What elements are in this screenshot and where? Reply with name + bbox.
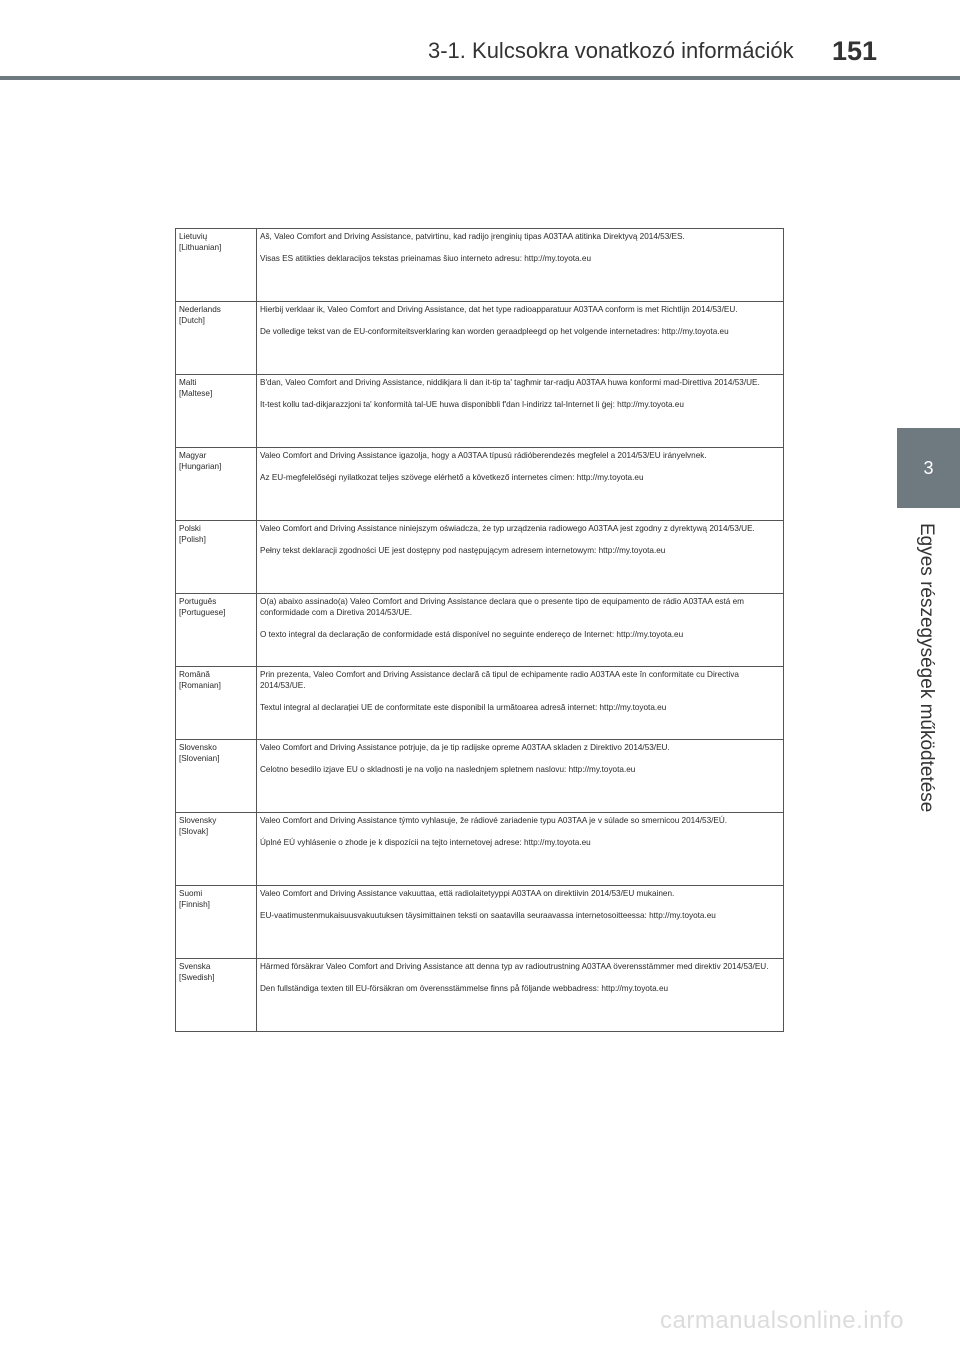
declaration-statement: Prin prezenta, Valeo Comfort and Driving Assistance declară că tipul de echipamente radio A03TAA este în conformitate cu Directiva 2014/53/UE. [260,670,739,690]
declaration-statement: Hierbij verklaar ik, Valeo Comfort and Driving Assistance, dat het type radioapparatuur A03TAA conform is met Richtlijn 2014/53/EU. [260,305,738,314]
table-row [176,448,784,521]
language-cell [176,375,257,448]
language-name: Nederlands [179,305,221,314]
declaration-url-text: It-test kollu tad-dikjarazzjoni ta' konformità tal-UE huwa disponibbli f'dan l-indirizz tal-Internet li ġej: http://my.toyota.eu [260,400,684,409]
declaration-cell [257,667,784,740]
language-english-name: [Slovak] [179,827,209,836]
declaration-url-text: Textul integral al declarației UE de conformitate este disponibil la următoarea adresă internet: http://my.toyota.eu [260,703,667,712]
chapter-tab [897,428,960,508]
declaration-cell [257,302,784,375]
declaration-statement: Valeo Comfort and Driving Assistance týmto vyhlasuje, že rádiové zariadenie typu A03TAA je v súlade so smernicou 2014/53/EÚ. [260,816,728,825]
language-name: Svenska [179,962,211,971]
page-number: 151 [832,36,878,66]
language-cell [176,302,257,375]
declaration-cell [257,740,784,813]
declaration-cell [257,448,784,521]
chapter-tab-number: 3 [923,457,934,478]
language-english-name: [Polish] [179,535,206,544]
declaration-statement: B'dan, Valeo Comfort and Driving Assistance, niddikjara li dan it-tip ta' tagħmir tar-radju A03TAA huwa konformi mad-Direttiva 2014/53/UE. [260,378,760,387]
language-cell [176,740,257,813]
table-row [176,959,784,1032]
language-cell [176,229,257,302]
table-row [176,740,784,813]
declaration-url-text: De volledige tekst van de EU-conformiteitsverklaring kan worden geraadpleegd op het volgende internetadres: http://my.toyota.eu [260,327,729,336]
language-english-name: [Lithuanian] [179,243,222,252]
table-row [176,229,784,302]
declaration-url-text: Celotno besedilo izjave EU o skladnosti je na voljo na naslednjem spletnem naslovu: http://my.toyota.eu [260,765,636,774]
declaration-cell [257,959,784,1032]
declaration-statement: Valeo Comfort and Driving Assistance niniejszym oświadcza, że typ urządzenia radiowego A03TAA jest zgodny z dyrektywą 2014/53/UE. [260,524,755,533]
declaration-url-text: Pełny tekst deklaracji zgodności UE jest dostępny pod następującym adresem internetowym: http://my.toyota.eu [260,546,666,555]
language-name: Malti [179,378,197,387]
language-name: Português [179,597,217,606]
language-cell [176,448,257,521]
language-english-name: [Romanian] [179,681,221,690]
declaration-table [175,228,784,1032]
declaration-url-text: EU-vaatimustenmukaisuusvakuutuksen täysimittainen teksti on saatavilla seuraavassa internetosoitteessa: http://my.toyota.eu [260,911,716,920]
table-row [176,302,784,375]
language-name: Slovensky [179,816,217,825]
language-english-name: [Maltese] [179,389,213,398]
language-english-name: [Slovenian] [179,754,220,763]
declaration-cell [257,375,784,448]
declaration-table-body [176,229,784,1032]
language-english-name: [Finnish] [179,900,210,909]
language-name: Polski [179,524,201,533]
table-row [176,667,784,740]
declaration-statement: O(a) abaixo assinado(a) Valeo Comfort and Driving Assistance declara que o presente tipo de equipamento de rádio A03TAA está em conformidade com a Diretiva 2014/53/UE. [260,597,744,617]
language-cell [176,667,257,740]
chapter-side-label: Egyes részegységek működtetése [916,523,937,813]
declaration-cell [257,594,784,667]
declaration-url-text: O texto integral da declaração de conformidade está disponível no seguinte endereço de Internet: http://my.toyota.eu [260,630,684,639]
language-name: Slovensko [179,743,217,752]
language-name: Română [179,670,210,679]
declaration-url-text: Den fullständiga texten till EU-försäkran om överensstämmelse finns på följande webbadress: http://my.toyota.eu [260,984,669,993]
language-cell [176,521,257,594]
declaration-statement: Aš, Valeo Comfort and Driving Assistance, patvirtinu, kad radijo įrenginių tipas A03TAA atitinka Direktyvą 2014/53/ES. [260,232,685,241]
declaration-cell [257,813,784,886]
language-name: Magyar [179,451,207,460]
header-divider [0,76,960,80]
language-english-name: [Swedish] [179,973,215,982]
table-row [176,886,784,959]
declaration-cell [257,229,784,302]
language-name: Suomi [179,889,203,898]
language-english-name: [Hungarian] [179,462,222,471]
declaration-cell [257,521,784,594]
language-cell [176,813,257,886]
language-name: Lietuvių [179,232,208,241]
declaration-statement: Valeo Comfort and Driving Assistance igazolja, hogy a A03TAA típusú rádióberendezés megfelel a 2014/53/EU irányelvnek. [260,451,707,460]
declaration-statement: Härmed försäkrar Valeo Comfort and Driving Assistance att denna typ av radioutrustning A03TAA överensstämmer med direktiv 2014/53/EU. [260,962,769,971]
language-cell [176,594,257,667]
table-row [176,594,784,667]
watermark: carmanualsonline.info [660,1307,904,1334]
declaration-url-text: Visas ES atitikties deklaracijos tekstas prieinamas šiuo interneto adresu: http://my.toyota.eu [260,254,591,263]
declaration-statement: Valeo Comfort and Driving Assistance vakuuttaa, että radiolaitetyyppi A03TAA on direktiivin 2014/53/EU mukainen. [260,889,675,898]
table-row [176,813,784,886]
page-header-title: 3-1. Kulcsokra vonatkozó információk [428,38,794,63]
declaration-statement: Valeo Comfort and Driving Assistance potrjuje, da je tip radijske opreme A03TAA skladen z Direktivo 2014/53/EU. [260,743,670,752]
language-english-name: [Portuguese] [179,608,226,617]
declaration-url-text: Az EU-megfelelőségi nyilatkozat teljes szövege elérhető a következő internetes címen: http://my.toyota.eu [260,473,644,482]
declaration-cell [257,886,784,959]
declaration-url-text: Úplné EÚ vyhlásenie o zhode je k dispozícii na tejto internetovej adrese: http://my.toyota.eu [260,838,591,847]
table-row [176,375,784,448]
language-cell [176,959,257,1032]
language-cell [176,886,257,959]
table-row [176,521,784,594]
language-english-name: [Dutch] [179,316,205,325]
